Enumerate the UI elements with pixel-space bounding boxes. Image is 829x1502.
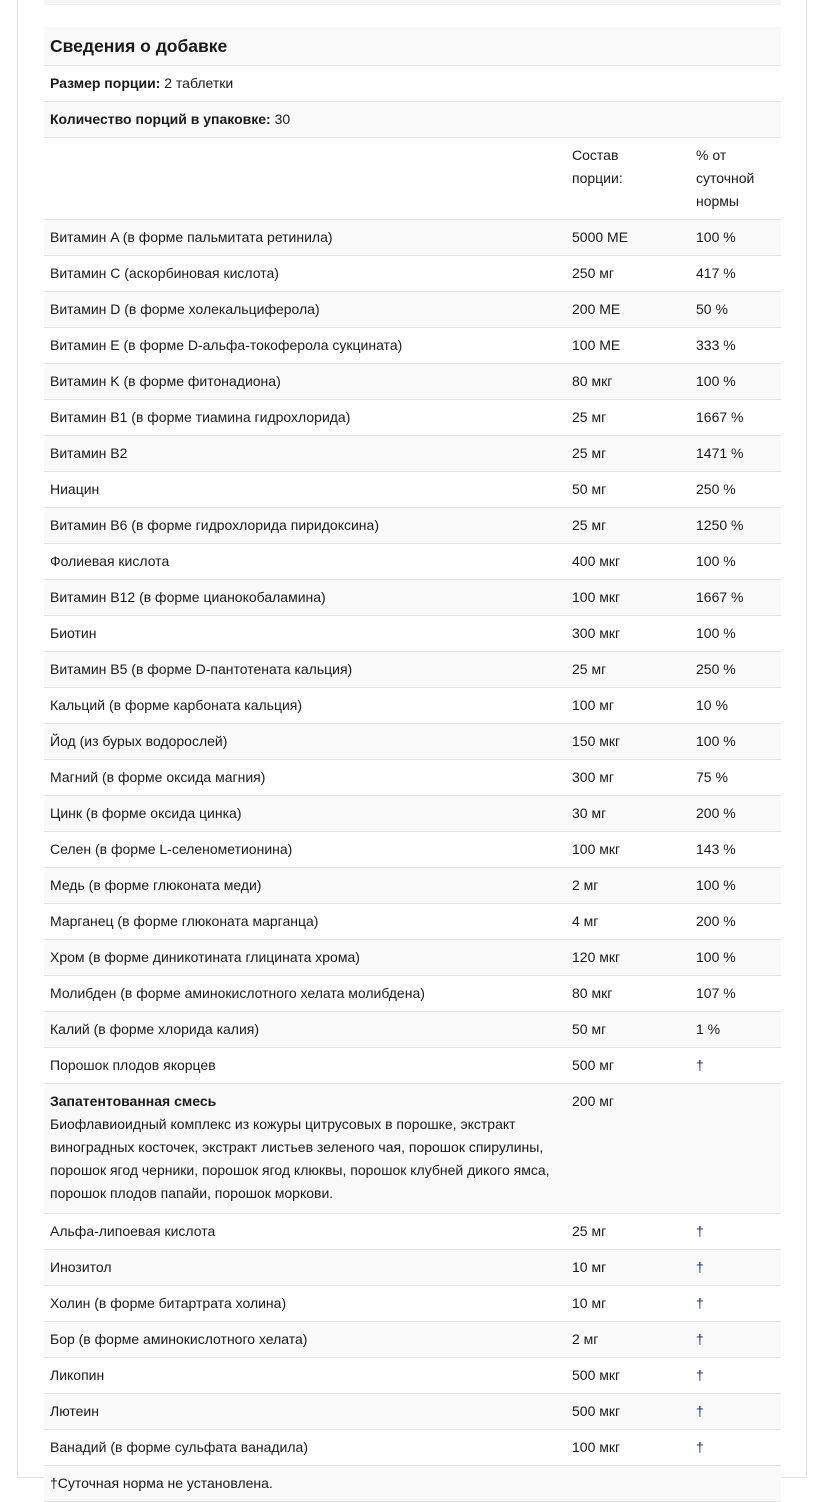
nutrient-name: Ликопин [44, 1358, 566, 1394]
nutrient-row [44, 1358, 781, 1394]
nutrient-row [44, 760, 781, 796]
nutrient-row [44, 436, 781, 472]
servings-per-container-row [44, 102, 781, 138]
nutrient-row [44, 724, 781, 760]
nutrient-amount: 80 мкг [566, 976, 690, 1012]
nutrient-row [44, 1430, 781, 1466]
nutrient-name: Витамин B5 (в форме D-пантотената кальция) [44, 652, 566, 688]
nutrient-name: Витамин B12 (в форме цианокобаламина) [44, 580, 566, 616]
nutrient-dv: 250 % [690, 652, 781, 688]
nutrient-dv: 100 % [690, 364, 781, 400]
nutrient-amount: 25 мг [566, 652, 690, 688]
nutrient-amount: 100 мг [566, 688, 690, 724]
servings-value: 30 [274, 111, 291, 127]
nutrient-row [44, 580, 781, 616]
nutrient-amount: 200 МЕ [566, 292, 690, 328]
nutrient-row [44, 1012, 781, 1048]
nutrient-name: Медь (в форме глюконата меди) [44, 868, 566, 904]
nutrient-dv: † [690, 1250, 781, 1286]
nutrient-name: Кальций (в форме карбоната кальция) [44, 688, 566, 724]
nutrient-dv: 50 % [690, 292, 781, 328]
nutrient-row [44, 472, 781, 508]
nutrient-row [44, 976, 781, 1012]
nutrient-amount: 25 мг [566, 400, 690, 436]
nutrient-name: Витамин B1 (в форме тиамина гидрохлорида) [44, 400, 566, 436]
nutrient-name: Лютеин [44, 1394, 566, 1430]
amount-header: Состав порции: [566, 138, 690, 220]
nutrient-amount: 10 мг [566, 1250, 690, 1286]
nutrient-dv: † [690, 1214, 781, 1250]
nutrient-name: Хром (в форме диникотината глицината хрома) [44, 940, 566, 976]
nutrient-amount: 100 мкг [566, 832, 690, 868]
serving-size-row [44, 66, 781, 102]
nutrient-row [44, 616, 781, 652]
nutrient-amount: 100 мкг [566, 1430, 690, 1466]
nutrient-dv: 100 % [690, 220, 781, 256]
nutrient-name: Альфа-липоевая кислота [44, 1214, 566, 1250]
nutrient-name: Витамин B6 (в форме гидрохлорида пиридоксина) [44, 508, 566, 544]
nutrient-dv: 107 % [690, 976, 781, 1012]
nutrient-row [44, 1250, 781, 1286]
nutrient-dv: 1667 % [690, 580, 781, 616]
nutrient-dv: 200 % [690, 796, 781, 832]
nutrient-name: Витамин D (в форме холекальциферола) [44, 292, 566, 328]
nutrient-name: Витамин C (аскорбиновая кислота) [44, 256, 566, 292]
nutrient-name: Цинк (в форме оксида цинка) [44, 796, 566, 832]
nutrient-amount: 500 мг [566, 1048, 690, 1084]
nutrient-row [44, 1214, 781, 1250]
nutrient-dv: 1667 % [690, 400, 781, 436]
nutrient-amount: 10 мг [566, 1286, 690, 1322]
nutrient-amount: 300 мкг [566, 616, 690, 652]
nutrient-name: Витамин E (в форме D-альфа-токоферола сукцината) [44, 328, 566, 364]
nutrient-amount: 500 мкг [566, 1394, 690, 1430]
nutrient-row [44, 904, 781, 940]
nutrient-row [44, 292, 781, 328]
nutrient-name: Калий (в форме хлорида калия) [44, 1012, 566, 1048]
nutrient-row [44, 544, 781, 580]
nutrient-dv: 1471 % [690, 436, 781, 472]
column-header-row [44, 138, 781, 220]
nutrient-amount: 120 мкг [566, 940, 690, 976]
nutrient-row [44, 256, 781, 292]
nutrient-dv: † [690, 1394, 781, 1430]
nutrient-name: Витамин K (в форме фитонадиона) [44, 364, 566, 400]
nutrient-row [44, 1322, 781, 1358]
nutrient-amount: 4 мг [566, 904, 690, 940]
nutrient-name: Витамин A (в форме пальмитата ретинила) [44, 220, 566, 256]
nutrient-dv: † [690, 1430, 781, 1466]
nutrient-dv: † [690, 1358, 781, 1394]
nutrient-name: Витамин B2 [44, 436, 566, 472]
nutrient-row [44, 652, 781, 688]
serving-size-value: 2 таблетки [164, 75, 234, 91]
nutrient-row [44, 868, 781, 904]
nutrient-amount: 150 мкг [566, 724, 690, 760]
nutrient-row [44, 508, 781, 544]
nutrient-dv: 100 % [690, 544, 781, 580]
nutrient-name: Селен (в форме L-селенометионина) [44, 832, 566, 868]
nutrient-name: Фолиевая кислота [44, 544, 566, 580]
nutrient-name: Инозитол [44, 1250, 566, 1286]
servings-label: Количество порций в упаковке: [50, 111, 271, 127]
nutrient-amount: 500 мкг [566, 1358, 690, 1394]
nutrient-amount: 2 мг [566, 868, 690, 904]
nutrient-amount: 400 мкг [566, 544, 690, 580]
nutrient-name: Марганец (в форме глюконата марганца) [44, 904, 566, 940]
nutrient-name: Бор (в форме аминокислотного хелата) [44, 1322, 566, 1358]
nutrient-dv: 100 % [690, 868, 781, 904]
footnote: †Суточная норма не установлена. [44, 1466, 781, 1502]
nutrient-amount: 25 мг [566, 508, 690, 544]
nutrient-amount: 50 мг [566, 1012, 690, 1048]
nutrient-dv: 200 % [690, 904, 781, 940]
nutrient-amount: 30 мг [566, 796, 690, 832]
nutrient-amount: 300 мг [566, 760, 690, 796]
nutrient-dv: 143 % [690, 832, 781, 868]
nutrient-amount: 80 мкг [566, 364, 690, 400]
blend-amount: 200 мг [566, 1084, 690, 1214]
nutrient-row [44, 364, 781, 400]
nutrient-dv: † [690, 1048, 781, 1084]
table-title: Сведения о добавке [44, 27, 781, 66]
nutrient-row [44, 328, 781, 364]
nutrient-name: Холин (в форме битартрата холина) [44, 1286, 566, 1322]
nutrient-dv: † [690, 1322, 781, 1358]
nutrient-name: Порошок плодов якорцев [44, 1048, 566, 1084]
nutrient-dv: 100 % [690, 616, 781, 652]
nutrient-name: Ванадий (в форме сульфата ванадила) [44, 1430, 566, 1466]
nutrient-dv: 250 % [690, 472, 781, 508]
nutrient-amount: 2 мг [566, 1322, 690, 1358]
nutrient-amount: 100 МЕ [566, 328, 690, 364]
nutrient-dv: 100 % [690, 940, 781, 976]
serving-size-label: Размер порции: [50, 75, 161, 91]
nutrient-row [44, 220, 781, 256]
proprietary-blend-row [44, 1084, 781, 1214]
nutrient-name: Биотин [44, 616, 566, 652]
nutrient-amount: 25 мг [566, 436, 690, 472]
nutrient-row [44, 1394, 781, 1430]
nutrient-amount: 5000 МЕ [566, 220, 690, 256]
nutrient-amount: 25 мг [566, 1214, 690, 1250]
nutrient-dv: 100 % [690, 724, 781, 760]
title-row [44, 27, 781, 66]
nutrient-dv: 10 % [690, 688, 781, 724]
nutrient-row [44, 1286, 781, 1322]
dv-header: % от суточной нормы [690, 138, 781, 220]
nutrient-amount: 50 мг [566, 472, 690, 508]
nutrient-row [44, 940, 781, 976]
nutrient-row [44, 796, 781, 832]
supplement-facts-table [44, 27, 781, 1502]
blend-description: Биофлавиоидный комплекс из кожуры цитрусовых в порошке, экстракт виноградных косточек, экстракт листьев зеленого чая, порошок спирулины, порошок ягод черники, порошок ягод клюквы, порошок клубней дикого ямса, порошок плодов папайи, порошок моркови. [50, 1116, 550, 1201]
nutrient-dv: 1250 % [690, 508, 781, 544]
nutrient-name: Молибден (в форме аминокислотного хелата молибдена) [44, 976, 566, 1012]
nutrient-name: Йод (из бурых водорослей) [44, 724, 566, 760]
nutrient-amount: 100 мкг [566, 580, 690, 616]
nutrient-dv: 1 % [690, 1012, 781, 1048]
nutrient-dv: † [690, 1286, 781, 1322]
nutrient-row [44, 688, 781, 724]
nutrient-row [44, 400, 781, 436]
nutrient-row [44, 1048, 781, 1084]
nutrient-amount: 250 мг [566, 256, 690, 292]
nutrient-name: Магний (в форме оксида магния) [44, 760, 566, 796]
nutrient-name: Ниацин [44, 472, 566, 508]
nutrient-row [44, 832, 781, 868]
nutrient-dv: 333 % [690, 328, 781, 364]
divider [44, 0, 781, 5]
nutrient-dv: 417 % [690, 256, 781, 292]
nutrient-dv: 75 % [690, 760, 781, 796]
blend-name: Запатентованная смесь [50, 1093, 217, 1109]
footnote-row [44, 1466, 781, 1502]
